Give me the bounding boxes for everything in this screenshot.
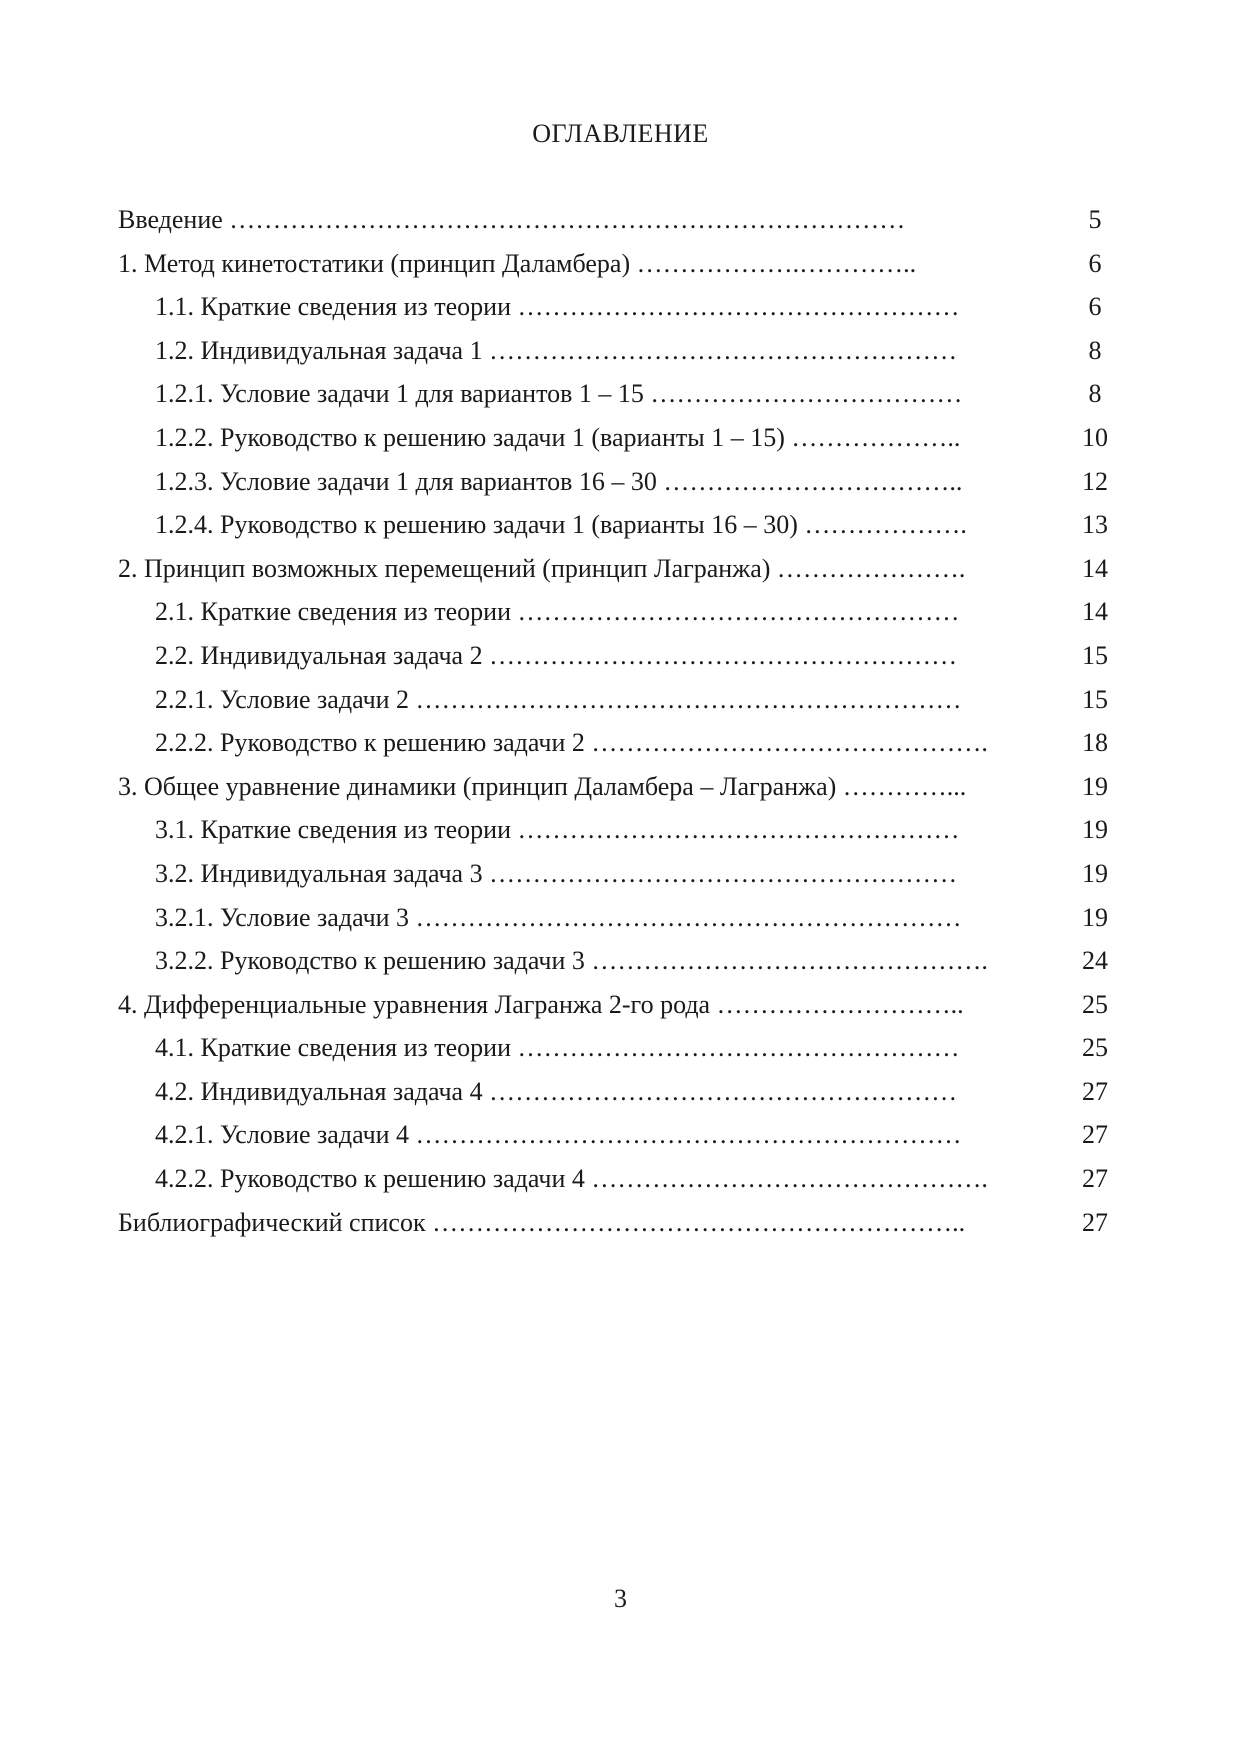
toc-entry[interactable] bbox=[118, 596, 1123, 640]
toc-entry-page: 14 bbox=[1082, 553, 1108, 583]
toc-entry-label: 4.2.2. Руководство к решению задачи 4 ………………………………………. bbox=[155, 1164, 988, 1194]
toc-entry-label: 2.1. Краткие сведения из теории …………………………………………… bbox=[155, 597, 960, 627]
page-title: ОГЛАВЛЕНИЕ bbox=[532, 119, 709, 148]
toc-entry-page: 13 bbox=[1082, 510, 1108, 540]
page-number: 3 bbox=[614, 1584, 627, 1613]
toc-entry-page: 8 bbox=[1088, 335, 1102, 365]
toc-entry[interactable] bbox=[118, 945, 1123, 989]
toc-entry-page: 27 bbox=[1082, 1120, 1108, 1150]
toc-entry-label: 3.2. Индивидуальная задача 3 ……………………………………………… bbox=[155, 858, 958, 888]
toc-entry-page: 24 bbox=[1082, 946, 1108, 976]
toc-entry[interactable] bbox=[118, 509, 1123, 553]
toc-entry-label: 4.2.1. Условие задачи 4 ……………………………………………………… bbox=[155, 1120, 962, 1150]
toc-entry-page: 6 bbox=[1088, 248, 1102, 278]
toc-entry-label: 1.2.4. Руководство к решению задачи 1 (варианты 16 – 30) ………………. bbox=[155, 510, 967, 540]
toc-entry-page: 12 bbox=[1082, 466, 1108, 496]
toc-entry[interactable] bbox=[118, 466, 1123, 510]
toc-entry-label: Введение …………………………………………………………………… bbox=[118, 205, 906, 234]
toc-entry-label: 1.2.3. Условие задачи 1 для вариантов 16 – 30 …………………………….. bbox=[155, 466, 963, 496]
toc-entry[interactable] bbox=[118, 422, 1123, 466]
toc-entry-label: 4.2. Индивидуальная задача 4 ……………………………………………… bbox=[155, 1076, 958, 1106]
toc-entry[interactable] bbox=[118, 248, 1123, 292]
toc-entry[interactable] bbox=[118, 1207, 1123, 1251]
toc-entry-page: 25 bbox=[1082, 989, 1108, 1019]
toc-entry-page: 27 bbox=[1082, 1076, 1108, 1106]
toc-entry-page: 6 bbox=[1088, 292, 1102, 322]
toc-entry-page: 14 bbox=[1082, 597, 1108, 627]
toc-entry-page: 15 bbox=[1082, 640, 1108, 670]
toc-entry-page: 8 bbox=[1088, 379, 1102, 409]
toc-entry-label: 1.2. Индивидуальная задача 1 ……………………………………………… bbox=[155, 335, 958, 365]
toc-entry-label: 3. Общее уравнение динамики (принцип Даламбера – Лагранжа) …………... bbox=[118, 771, 967, 801]
table-of-contents bbox=[118, 204, 1123, 1250]
toc-entry-page: 19 bbox=[1082, 858, 1108, 888]
toc-entry-label: 3.2.1. Условие задачи 3 ……………………………………………………… bbox=[155, 902, 962, 932]
toc-entry[interactable] bbox=[118, 902, 1123, 946]
toc-entry-page: 19 bbox=[1082, 902, 1108, 932]
toc-entry[interactable] bbox=[118, 335, 1123, 379]
toc-entry-label: 2.2.2. Руководство к решению задачи 2 ………………………………………. bbox=[155, 728, 988, 758]
toc-entry[interactable] bbox=[118, 640, 1123, 684]
toc-entry[interactable] bbox=[118, 858, 1123, 902]
toc-entry[interactable] bbox=[118, 1032, 1123, 1076]
toc-entry-page: 19 bbox=[1082, 815, 1108, 845]
toc-entry-label: 2. Принцип возможных перемещений (принцип Лагранжа) …………………. bbox=[118, 553, 966, 583]
toc-entry[interactable] bbox=[118, 771, 1123, 815]
toc-entry-page: 15 bbox=[1082, 684, 1108, 714]
toc-entry-label: 3.2.2. Руководство к решению задачи 3 ………………………………………. bbox=[155, 946, 988, 976]
toc-entry[interactable] bbox=[118, 814, 1123, 858]
toc-entry-label: 4.1. Краткие сведения из теории …………………………………………… bbox=[155, 1033, 960, 1063]
toc-entry-label: 1.2.1. Условие задачи 1 для вариантов 1 – 15 ……………………………… bbox=[155, 379, 963, 409]
toc-entry[interactable] bbox=[118, 1076, 1123, 1120]
toc-entry-page: 27 bbox=[1082, 1164, 1108, 1194]
toc-entry-page: 27 bbox=[1082, 1207, 1108, 1237]
toc-entry-page: 19 bbox=[1082, 771, 1108, 801]
toc-entry[interactable] bbox=[118, 989, 1123, 1033]
toc-entry-label: 1. Метод кинетостатики (принцип Даламбера) ……………….………….. bbox=[118, 248, 917, 278]
toc-entry-label: 3.1. Краткие сведения из теории …………………………………………… bbox=[155, 815, 960, 845]
toc-entry[interactable] bbox=[118, 684, 1123, 728]
toc-entry-label: 2.2. Индивидуальная задача 2 ……………………………………………… bbox=[155, 640, 958, 670]
toc-entry-page: 10 bbox=[1082, 422, 1108, 452]
toc-entry[interactable] bbox=[118, 204, 1123, 248]
toc-entry-label: 4. Дифференциальные уравнения Лагранжа 2-го рода ……………………….. bbox=[118, 989, 964, 1019]
toc-entry-label: 2.2.1. Условие задачи 2 ……………………………………………………… bbox=[155, 684, 962, 714]
toc-entry-label: 1.2.2. Руководство к решению задачи 1 (варианты 1 – 15) ……………….. bbox=[155, 422, 961, 452]
toc-entry[interactable] bbox=[118, 1163, 1123, 1207]
toc-entry[interactable] bbox=[118, 1119, 1123, 1163]
toc-entry[interactable] bbox=[118, 291, 1123, 335]
toc-entry-label: Библиографический список …………………………………………………….. bbox=[118, 1207, 966, 1237]
toc-entry-label: 1.1. Краткие сведения из теории …………………………………………… bbox=[155, 292, 960, 322]
toc-entry-page: 18 bbox=[1082, 728, 1108, 758]
toc-entry-page: 5 bbox=[1088, 205, 1102, 234]
toc-entry-page: 25 bbox=[1082, 1033, 1108, 1063]
toc-entry[interactable] bbox=[118, 378, 1123, 422]
toc-entry[interactable] bbox=[118, 553, 1123, 597]
toc-entry[interactable] bbox=[118, 727, 1123, 771]
